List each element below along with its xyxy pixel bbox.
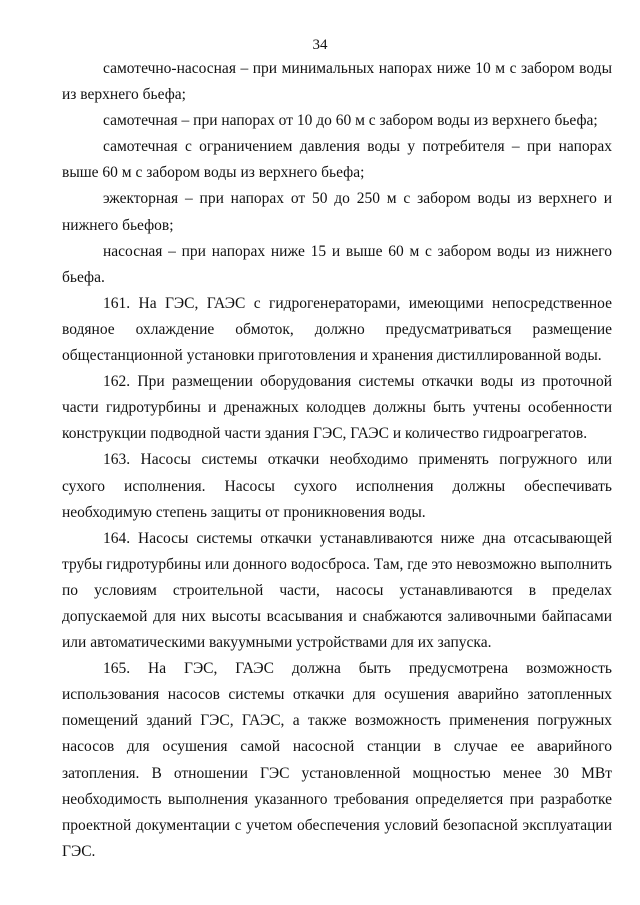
paragraph-samotechnaya-limited: самотечная с ограничением давления воды у потребителя – при напорах выше 60 м с забором воды из верхнего бьефа; <box>62 138 612 182</box>
paragraph-ezhektornaya: эжекторная – при напорах от 50 до 250 м с забором воды из верхнего и нижнего бьефов; <box>62 190 612 234</box>
paragraph-162: 162. При размещении оборудования системы откачки воды из проточной части гидротурбины и дренажных колодцев должны быть учтены особенности конструкции подводной части здания ГЭС, ГАЭС и количество гидроагрегатов. <box>62 373 612 443</box>
paragraph-161: 161. На ГЭС, ГАЭС с гидрогенераторами, имеющими непосредственное водяное охлаждение обмоток, должно предусматриваться размещение общестанционной установки приготовления и хранения дистиллированной воды. <box>62 294 612 365</box>
paragraph-samotechno-nasosnaya: самотечно-насосная – при минимальных напорах ниже 10 м с забором воды из верхнего бьефа; <box>62 60 612 104</box>
paragraph-165: 165. На ГЭС, ГАЭС должна быть предусмотрена возможность использования насосов системы откачки для осушения аварийно затопленных помещений зданий ГЭС, ГАЭС, а также возможность применения погружных насосов для осушения самой насосной станции в случае ее аварийного затопления. В отношении ГЭС установленной мощностью менее 30 МВт необходимость выполнения указанного требования определяется при разработке проектной документации с учетом обеспечения условий безопасной эксплуатации ГЭС. <box>62 660 612 860</box>
paragraph-163: 163. Насосы системы откачки необходимо применять погружного или сухого исполнения. Насосы сухого исполнения должны обеспечивать необходимую степень защиты от проникновения воды. <box>62 451 612 521</box>
body-text <box>62 56 612 865</box>
paragraph-nasosnaya: насосная – при напорах ниже 15 и выше 60 м с забором воды из нижнего бьефа. <box>62 242 612 286</box>
paragraph-samotechnaya: самотечная – при напорах от 10 до 60 м с забором воды из верхнего бьефа; <box>103 112 598 130</box>
paragraph-164: 164. Насосы системы откачки устанавливаются ниже дна отсасывающей трубы гидротурбины или донного водосброса. Там, где это невозможно выполнить по условиям строительной части, насосы устанавливаются в пределах допускаемой для них высоты всасывания и снабжаются заливочными байпасами или автоматическими вакуумными устройствами для их запуска. <box>62 529 612 652</box>
page-number: 34 <box>312 37 328 53</box>
